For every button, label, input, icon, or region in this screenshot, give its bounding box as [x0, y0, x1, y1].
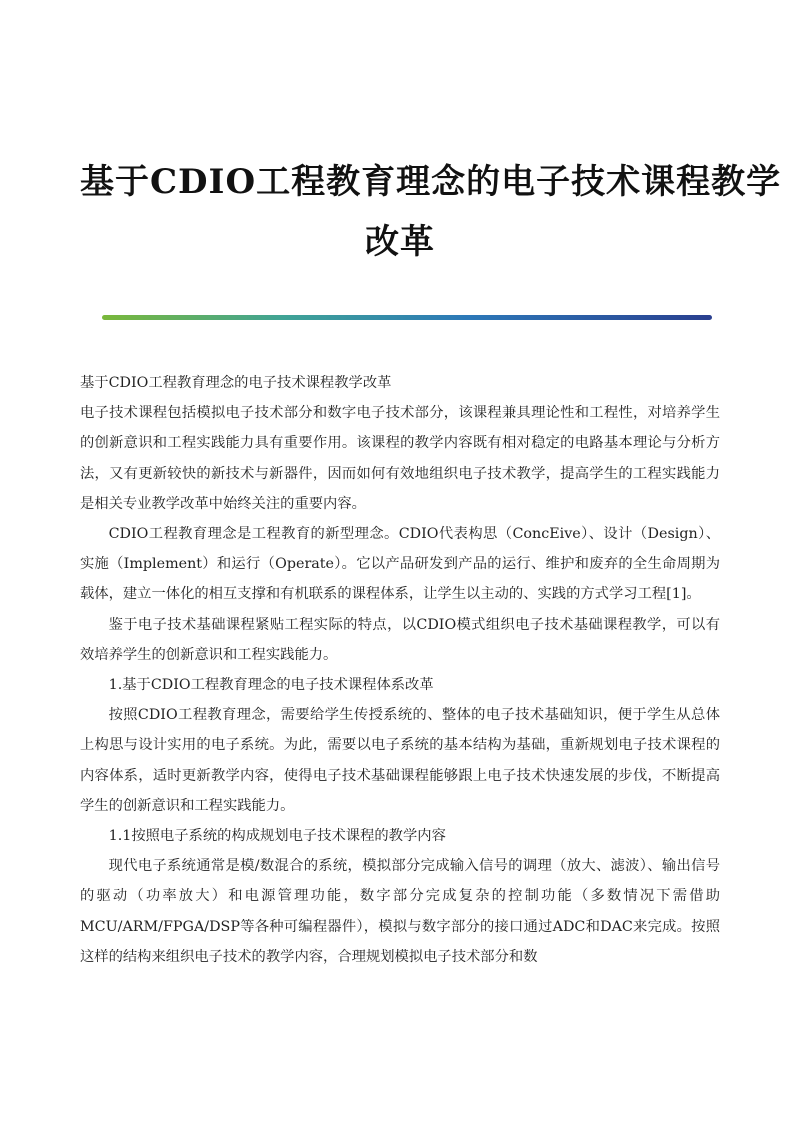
document-title	[80, 152, 782, 272]
section-heading-1: 1.基于CDIO工程教育理念的电子技术课程体系改革	[108, 677, 434, 694]
paragraph-section-1-1: 现代电子系统通常是模/数混合的系统，模拟部分完成输入信号的调理（放大、滤波）、输出信号的驱动（功率放大）和电源管理功能，数字部分完成复杂的控制功能（多数情况下需借助MCU/ARM/FPGA/DSP等各种可编程器件），模拟与数字部分的接口通过ADC和DAC来完成。按照这样的结构来组织电子技术的教学内容，合理规划模拟电子技术部分和数	[80, 858, 720, 965]
document-title-line-2: 改革	[365, 222, 435, 262]
paragraph-intro: 电子技术课程包括模拟电子技术部分和数字电子技术部分，该课程兼具理论性和工程性，对培养学生的创新意识和工程实践能力具有重要作用。该课程的教学内容既有相对稳定的电路基本理论与分析方法，又有更新较快的新技术与新器件，因而如何有效地组织电子技术教学，提高学生的工程实践能力是相关专业教学改革中始终关注的重要内容。	[80, 405, 720, 512]
document-title-line-1: 基于CDIO工程教育理念的电子技术课程教学	[80, 162, 782, 202]
paragraph-cdio-concept: CDIO工程教育理念是工程教育的新型理念。CDIO代表构思（ConcEive）、设计（Design）、实施（Implement）和运行（Operate）。它以产品研发到产品的运行、维护和废弃的全生命周期为载体，建立一体化的相互支撑和有机联系的课程体系，让学生以主动的、实践的方式学习工程[1]。	[80, 526, 720, 603]
title-divider	[102, 315, 712, 320]
document-subtitle: 基于CDIO工程教育理念的电子技术课程教学改革	[80, 375, 392, 391]
document-body	[80, 368, 720, 972]
section-heading-1-1: 1.1按照电子系统的构成规划电子技术课程的教学内容	[108, 828, 446, 845]
paragraph-section-1: 按照CDIO工程教育理念，需要给学生传授系统的、整体的电子技术基础知识，便于学生从总体上构思与设计实用的电子系统。为此，需要以电子系统的基本结构为基础，重新规划电子技术课程的内容体系，适时更新教学内容，使得电子技术基础课程能够跟上电子技术快速发展的步伐，不断提高学生的创新意识和工程实践能力。	[80, 707, 720, 814]
paragraph-cdio-advantage: 鉴于电子技术基础课程紧贴工程实际的特点，以CDIO模式组织电子技术基础课程教学，可以有效培养学生的创新意识和工程实践能力。	[80, 616, 720, 663]
